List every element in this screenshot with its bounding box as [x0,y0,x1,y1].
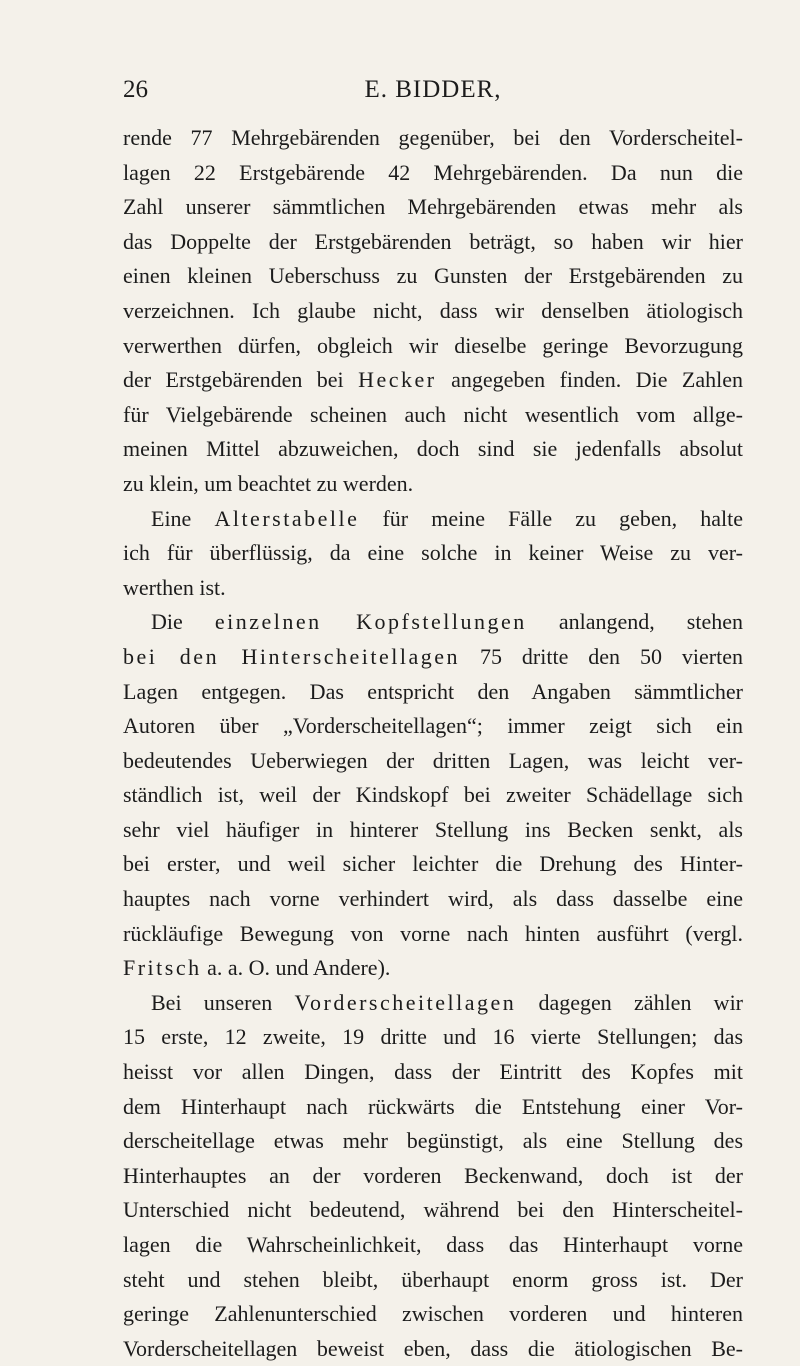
text-line: derscheitellage etwas mehr begünstigt, als eine Stellung des [123,1128,743,1154]
text-line: einen kleinen Ueberschuss zu Gunsten der Erstgebärenden zu [123,263,743,289]
text-line: hauptes nach vorne verhindert wird, als dass dasselbe eine [123,886,743,912]
text-line [123,502,743,537]
spaced-emphasis: Alterstabelle [214,505,360,531]
text-line [123,363,743,398]
text-line: Lagen entgegen. Das entspricht den Angaben sämmtlicher [123,678,743,704]
text-fragment: anlangend, stehen [526,609,743,635]
text-fragment: 75 dritte den 50 vierten [460,643,743,669]
text-line: verwerthen dürfen, obgleich wir dieselbe geringe Bevorzugung [123,332,743,358]
text-line: Unterschied nicht bedeutend, während bei den Hinterscheitel- [123,1197,743,1223]
text-line: lagen 22 Erstgebärende 42 Mehrgebärenden. Da nun die [123,159,743,185]
spaced-emphasis: bei den Hinterscheitellagen [123,643,461,669]
text-line: 15 erste, 12 zweite, 19 dritte und 16 vierte Stellungen; das [123,1024,743,1050]
text-line: steht und stehen bleibt, überhaupt enorm gross ist. Der [123,1266,743,1292]
text-fragment: für meine Fälle zu geben, halte [359,505,743,531]
text-line: lagen die Wahrscheinlichkeit, dass das Hinterhaupt vorne [123,1232,743,1257]
text-line [123,951,743,986]
spaced-emphasis: Fritsch [123,955,202,981]
text-line: für Vielgebärende scheinen auch nicht wesentlich vom allge- [123,401,743,427]
text-line: zu klein, um beachtet zu werden. [123,470,414,496]
text-line [123,605,743,640]
text-fragment: Bei unseren [151,989,295,1015]
text-line: heisst vor allen Dingen, dass der Eintritt des Kopfes mit [123,1059,743,1085]
spaced-emphasis: Vorderscheitellagen [294,989,517,1015]
page-number: 26 [123,76,148,103]
text-line: ständlich ist, weil der Kindskopf bei zweiter Schädellage sich [123,782,743,808]
text-line: meinen Mittel abzuweichen, doch sind sie jedenfalls absolut [123,436,743,462]
text-fragment: Eine [151,505,215,531]
text-line: rückläufige Bewegung von vorne nach hinten ausführt (vergl. [123,920,743,946]
spaced-emphasis: Hecker [358,367,437,393]
text-line: das Doppelte der Erstgebärenden beträgt, so haben wir hier [123,228,743,254]
text-line: dem Hinterhaupt nach rückwärts die Entstehung einer Vor- [123,1093,743,1119]
text-fragment: angegeben finden. Die Zahlen [436,367,744,393]
text-line: Vorderscheitellagen beweist eben, dass die ätiologischen Be- [123,1335,743,1361]
text-line: verzeichnen. Ich glaube nicht, dass wir denselben ätiologisch [123,297,743,323]
spaced-emphasis: einzelnen Kopfstellungen [214,609,527,635]
text-fragment: Die [151,609,215,635]
text-line: rende 77 Mehrgebärenden gegenüber, bei den Vorderscheitel- [123,125,743,150]
running-head [123,72,743,108]
text-line [123,986,743,1021]
text-line: werthen ist. [123,574,226,600]
body-text [123,121,743,1366]
text-line: ich für überflüssig, da eine solche in keiner Weise zu ver- [123,540,743,566]
text-line: sehr viel häufiger in hinterer Stellung ins Becken senkt, als [123,816,743,842]
text-line: bedeutendes Ueberwiegen der dritten Lagen, was leicht ver- [123,747,743,773]
text-line: Zahl unserer sämmtlichen Mehrgebärenden etwas mehr als [123,194,743,220]
text-line: Hinterhauptes an der vorderen Beckenwand, doch ist der [123,1162,743,1188]
text-line: geringe Zahlenunterschied zwischen vorderen und hinteren [123,1301,743,1327]
text-line [123,640,743,675]
text-fragment: der Erstgebärenden bei [123,367,359,393]
text-fragment: a. a. O. und Andere). [201,955,391,981]
text-line: Autoren über „Vorderscheitellagen“; immer zeigt sich ein [123,713,743,739]
text-fragment: dagegen zählen wir [516,989,744,1015]
header-title: E. BIDDER, [364,76,502,103]
text-line: bei erster, und weil sicher leichter die Drehung des Hinter- [123,851,743,877]
